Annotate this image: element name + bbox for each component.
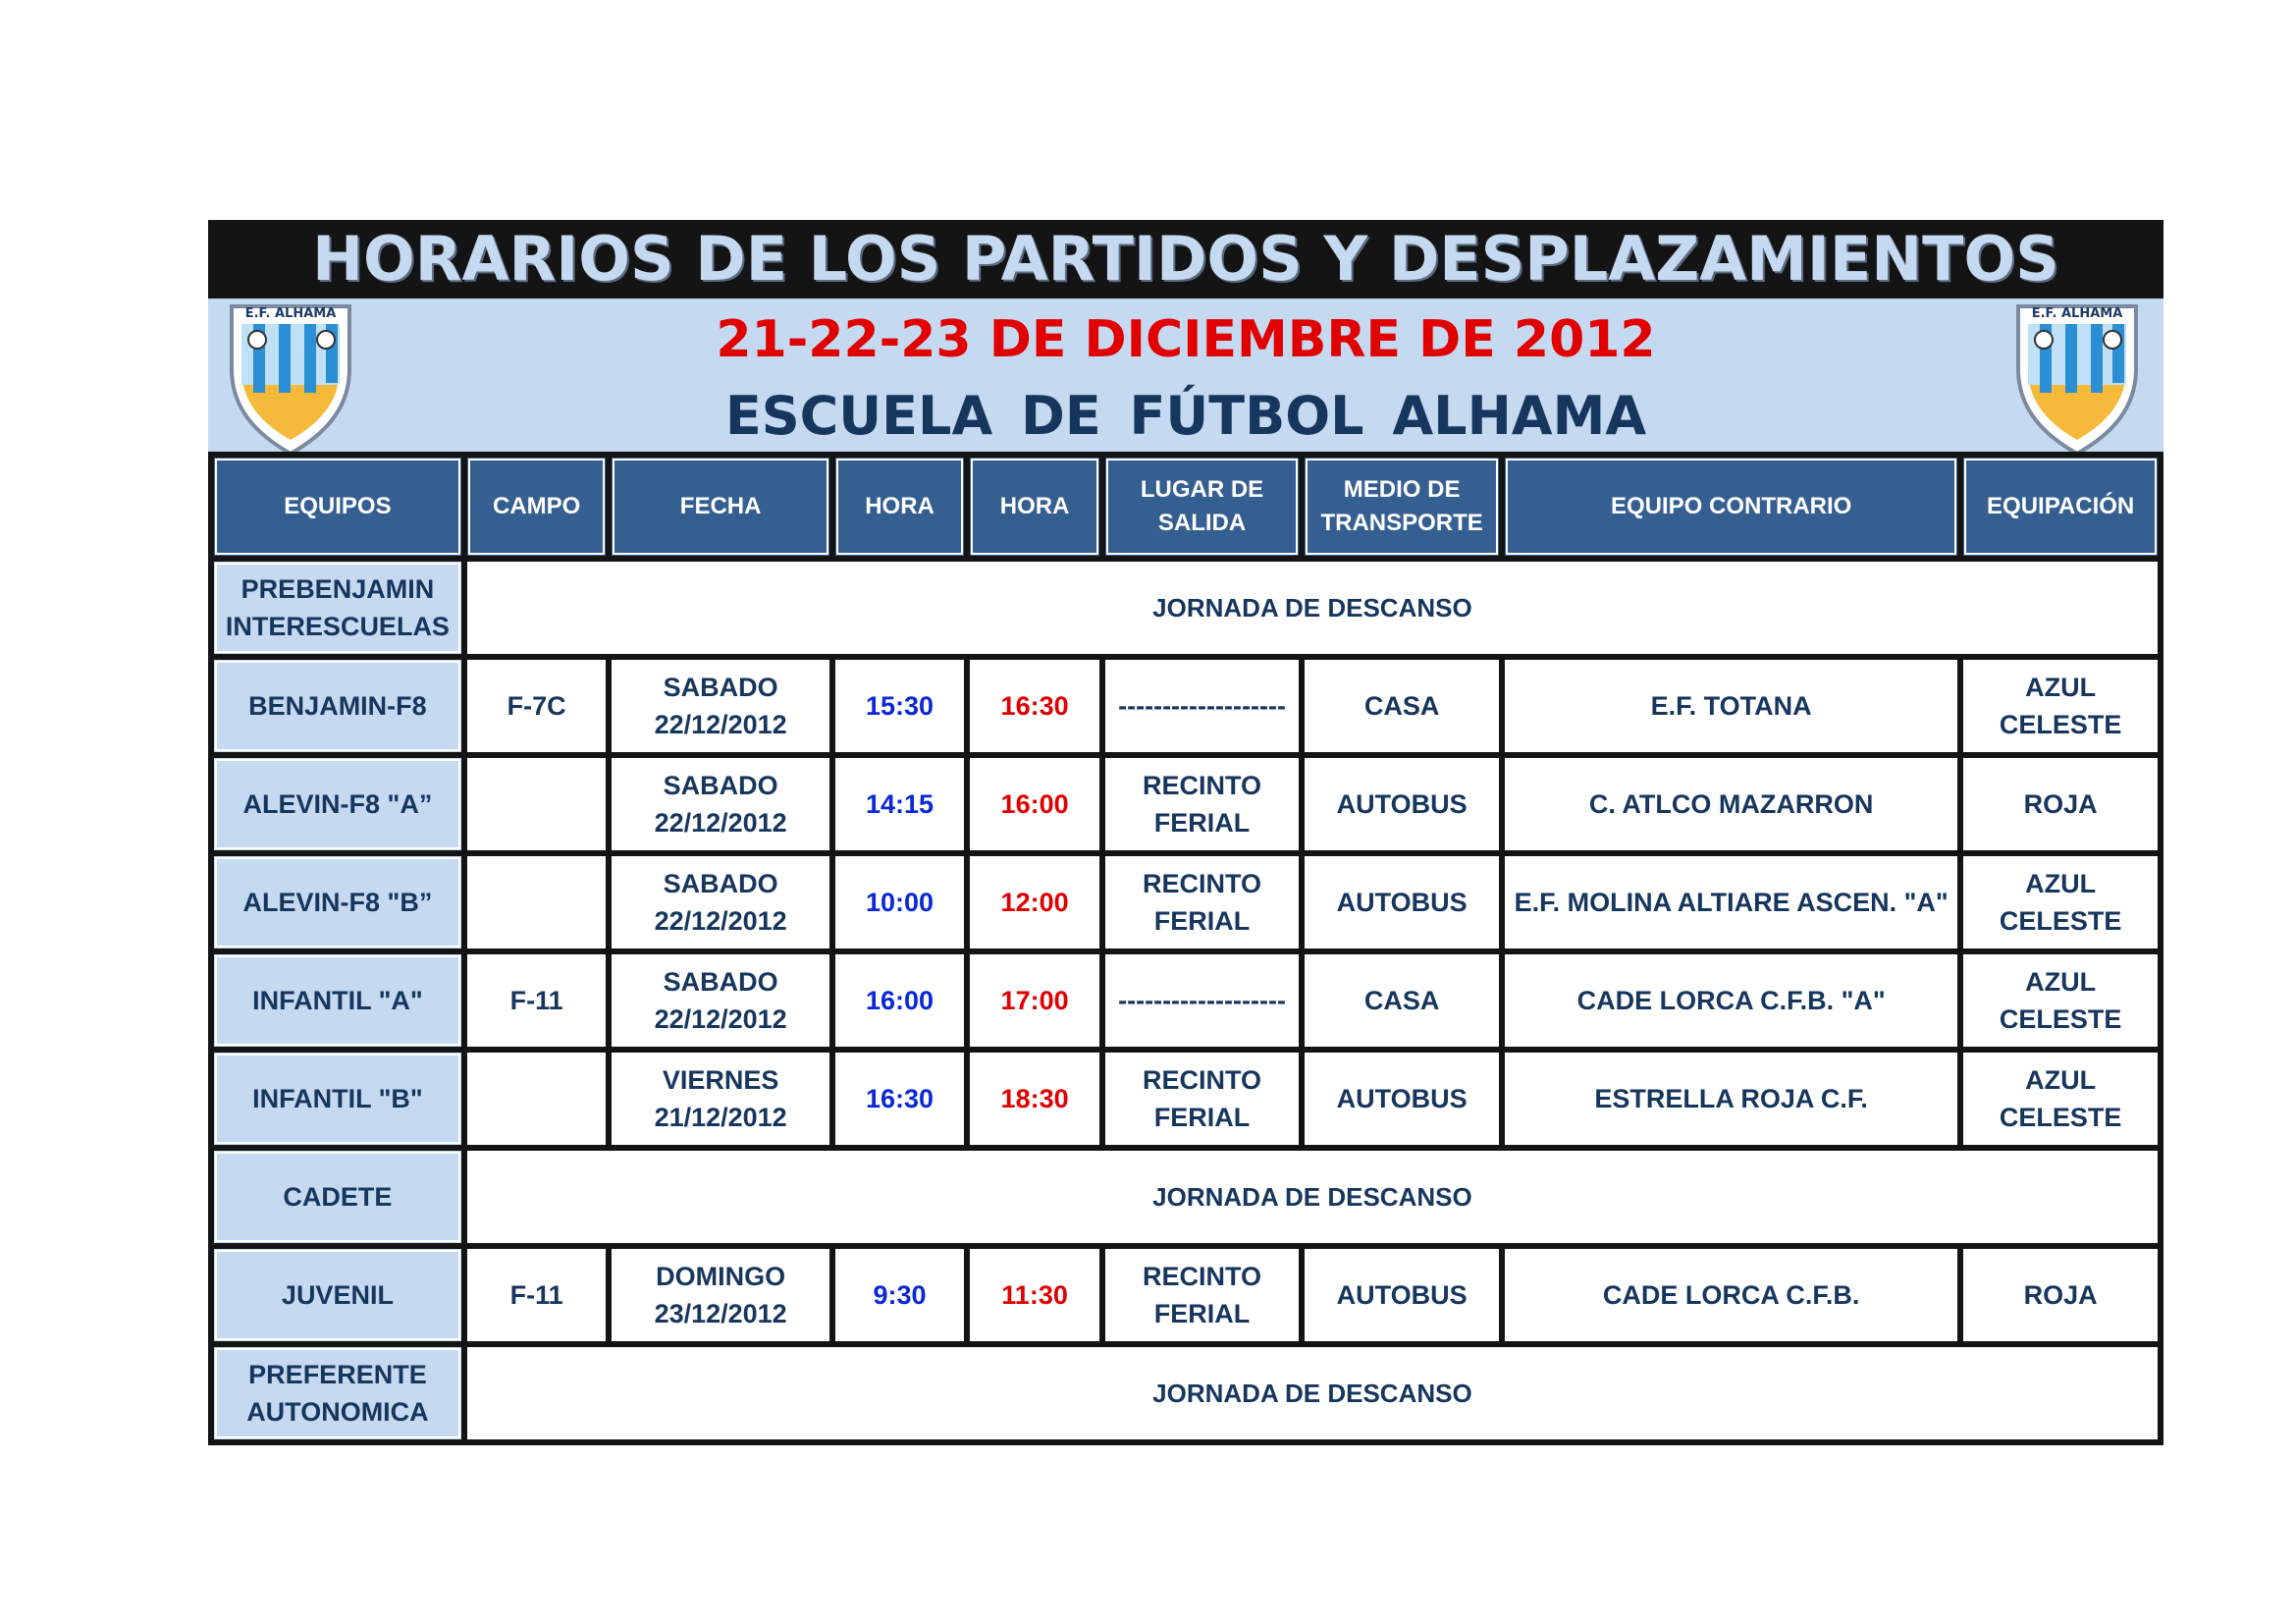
transport-cell: AUTOBUS [1302, 853, 1502, 951]
transport-cell: CASA [1302, 951, 1502, 1050]
column-header [967, 455, 1102, 559]
team-cell [211, 755, 464, 853]
departure-cell [1102, 853, 1302, 951]
date-cell [609, 657, 831, 755]
date-cell [609, 1246, 831, 1344]
column-header [609, 455, 831, 559]
start-time-cell: 14:15 [832, 755, 968, 853]
team-cell [211, 1344, 464, 1442]
cell-line: SABADO [663, 771, 778, 800]
rest-day-cell: JORNADA DE DESCANSO [464, 559, 2161, 657]
cell-line: INFANTIL "B" [252, 1084, 423, 1113]
date-cell [609, 755, 831, 853]
end-time-cell: 17:00 [967, 951, 1102, 1050]
schedule-table [208, 452, 2163, 1445]
cell-line: 23/12/2012 [654, 1299, 787, 1328]
field-cell [464, 853, 610, 951]
cell-line: MEDIO DE [1343, 476, 1461, 503]
cell-line: TRANSPORTE [1320, 510, 1483, 536]
kit-cell: ROJA [1960, 1246, 2161, 1344]
club-crest-right-icon [2010, 300, 2144, 458]
column-header [832, 455, 968, 559]
field-cell: F-11 [464, 1246, 610, 1344]
cell-line: RECINTO [1143, 771, 1262, 800]
kit-cell: AZUL CELESTE [1960, 951, 2161, 1050]
team-cell [211, 853, 464, 951]
cell-line: LUGAR DE [1140, 476, 1264, 503]
cell-line: RECINTO [1143, 869, 1262, 898]
transport-cell: AUTOBUS [1302, 755, 1502, 853]
start-time-cell: 9:30 [832, 1246, 968, 1344]
cell-line: 21/12/2012 [654, 1103, 787, 1132]
column-header [211, 455, 464, 559]
cell-line: 22/12/2012 [654, 1004, 787, 1034]
page-title: HORARIOS DE LOS PARTIDOS Y DESPLAZAMIENTOS [208, 220, 2163, 298]
column-header [1302, 455, 1502, 559]
field-cell [464, 1050, 610, 1148]
end-time-cell: 18:30 [967, 1050, 1102, 1148]
transport-cell: CASA [1302, 657, 1502, 755]
field-cell: F-7C [464, 657, 610, 755]
transport-cell: AUTOBUS [1302, 1050, 1502, 1148]
cell-line: DOMINGO [656, 1262, 786, 1291]
start-time-cell: 10:00 [832, 853, 968, 951]
cell-line: FECHA [679, 493, 762, 519]
cell-line: VIERNES [662, 1065, 779, 1095]
cell-line: EQUIPO CONTRARIO [1610, 493, 1852, 519]
subtitle-band [208, 298, 2163, 452]
table-header-row [211, 455, 2161, 559]
opponent-cell: CADE LORCA C.F.B. [1502, 1246, 1960, 1344]
transport-cell: AUTOBUS [1302, 1246, 1502, 1344]
school-name: ESCUELA DE FÚTBOL ALHAMA [724, 385, 1647, 447]
table-row [211, 559, 2161, 657]
departure-cell [1102, 1246, 1302, 1344]
table-body [211, 559, 2161, 1442]
cell-line: ------------------- [1118, 691, 1286, 721]
column-header [1502, 455, 1960, 559]
kit-cell: AZUL CELESTE [1960, 1050, 2161, 1148]
team-cell [211, 1246, 464, 1344]
cell-line: BENJAMIN-F8 [248, 691, 427, 721]
table-row [211, 1344, 2161, 1442]
departure-cell [1102, 755, 1302, 853]
cell-line: INTERESCUELAS [225, 612, 450, 641]
start-time-cell: 16:30 [832, 1050, 968, 1148]
departure-cell [1102, 951, 1302, 1050]
cell-line: JUVENIL [281, 1280, 394, 1310]
table-row [211, 755, 2161, 853]
cell-line: HORA [999, 493, 1070, 519]
cell-line: RECINTO [1143, 1262, 1262, 1291]
cell-line: EQUIPACIÓN [1987, 493, 2135, 519]
crest-text-left: E.F. ALHAMA [244, 306, 337, 321]
table-row [211, 853, 2161, 951]
cell-line: CADETE [283, 1182, 393, 1212]
field-cell: F-11 [464, 951, 610, 1050]
column-header [1960, 455, 2161, 559]
kit-cell: ROJA [1960, 755, 2161, 853]
opponent-cell: E.F. TOTANA [1502, 657, 1960, 755]
team-cell [211, 951, 464, 1050]
opponent-cell: C. ATLCO MAZARRON [1502, 755, 1960, 853]
cell-line: 22/12/2012 [654, 710, 787, 739]
cell-line: PREFERENTE [248, 1360, 427, 1389]
cell-line: SALIDA [1157, 510, 1247, 536]
kit-cell: AZUL CELESTE [1960, 853, 2161, 951]
date-cell [609, 1050, 831, 1148]
start-time-cell: 16:00 [832, 951, 968, 1050]
cell-line: FERIAL [1153, 808, 1251, 838]
cell-line: SABADO [663, 869, 778, 898]
cell-line: HORA [865, 493, 934, 519]
end-time-cell: 16:30 [967, 657, 1102, 755]
cell-line: FERIAL [1153, 1103, 1251, 1132]
cell-line: EQUIPOS [284, 493, 392, 519]
end-time-cell: 16:00 [967, 755, 1102, 853]
table-row [211, 1246, 2161, 1344]
departure-cell [1102, 657, 1302, 755]
cell-line: SABADO [663, 967, 778, 997]
field-cell [464, 755, 610, 853]
departure-cell [1102, 1050, 1302, 1148]
rest-day-cell: JORNADA DE DESCANSO [464, 1344, 2161, 1442]
opponent-cell: ESTRELLA ROJA C.F. [1502, 1050, 1960, 1148]
cell-line: SABADO [663, 673, 778, 702]
column-header [464, 455, 610, 559]
opponent-cell: CADE LORCA C.F.B. "A" [1502, 951, 1960, 1050]
cell-line: FERIAL [1153, 906, 1251, 936]
cell-line: INFANTIL "A" [252, 986, 423, 1015]
end-time-cell: 12:00 [967, 853, 1102, 951]
cell-line: FERIAL [1153, 1299, 1251, 1328]
team-cell [211, 1050, 464, 1148]
team-cell [211, 657, 464, 755]
table-row [211, 1050, 2161, 1148]
cell-line: ------------------- [1118, 986, 1286, 1015]
table-row [211, 1148, 2161, 1246]
cell-line: AUTONOMICA [246, 1397, 429, 1427]
cell-line: 22/12/2012 [654, 808, 787, 838]
cell-line: ALEVIN-F8 "A” [242, 789, 433, 819]
date-heading: 21-22-23 DE DICIEMBRE DE 2012 [716, 310, 1656, 369]
cell-line: 22/12/2012 [654, 906, 787, 936]
column-header [1102, 455, 1302, 559]
team-cell [211, 559, 464, 657]
crest-text-right: E.F. ALHAMA [2031, 306, 2123, 321]
kit-cell: AZUL CELESTE [1960, 657, 2161, 755]
opponent-cell: E.F. MOLINA ALTIARE ASCEN. "A" [1502, 853, 1960, 951]
cell-line: CAMPO [493, 493, 581, 519]
team-cell [211, 1148, 464, 1246]
rest-day-cell: JORNADA DE DESCANSO [464, 1148, 2161, 1246]
cell-line: ALEVIN-F8 "B” [242, 888, 433, 917]
start-time-cell: 15:30 [832, 657, 968, 755]
table-row [211, 951, 2161, 1050]
end-time-cell: 11:30 [967, 1246, 1102, 1344]
cell-line: RECINTO [1143, 1065, 1262, 1095]
table-row [211, 657, 2161, 755]
schedule-sheet [208, 220, 2163, 452]
club-crest-left-icon [224, 300, 357, 458]
date-cell [609, 951, 831, 1050]
date-cell [609, 853, 831, 951]
cell-line: PREBENJAMIN [240, 574, 435, 604]
